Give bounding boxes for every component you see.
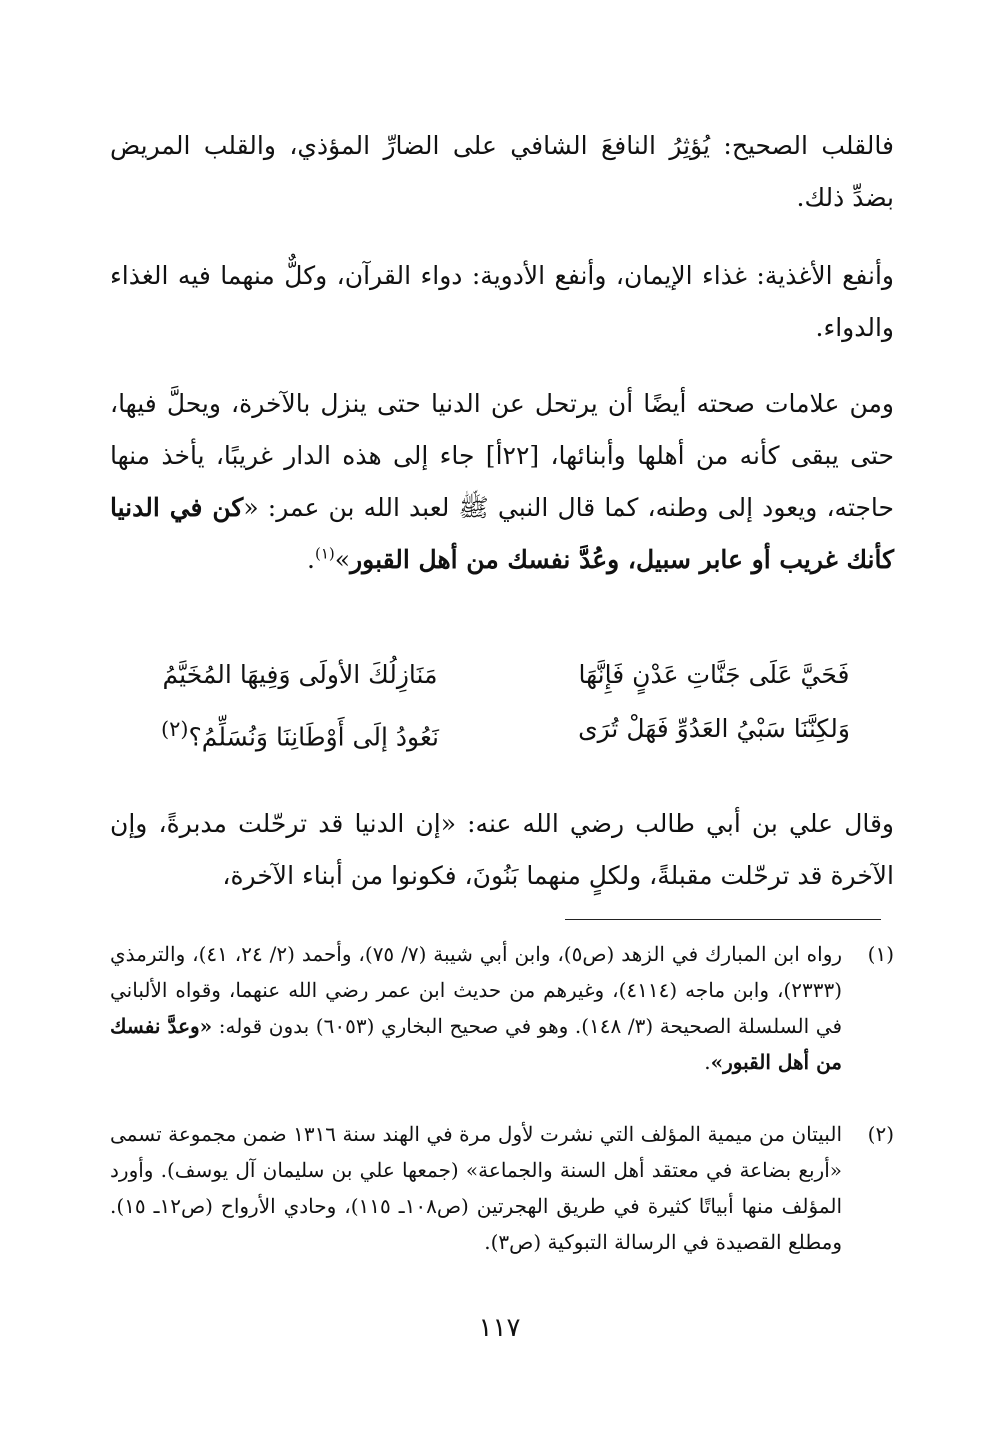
paragraph-sound-heart: فالقلب الصحيح: يُؤثِرُ النافعَ الشافي على الضارِّ المؤذي، والقلب المريض بضدِّ ذلك. <box>110 131 894 212</box>
poem-line <box>110 706 894 752</box>
poem-second-hemistich <box>120 706 480 760</box>
page-number: ١١٧ <box>478 1313 521 1343</box>
paragraph-signs-of-health <box>110 378 894 586</box>
footnote-2 <box>110 1116 894 1260</box>
poem-first-hemistich: وَلكِنَّنَا سَبْيُ العَدُوِّ فَهَلْ تُرَى <box>578 714 850 743</box>
hadith-quote: كن في الدنيا كأنك غريب أو عابر سبيل، وعُدَّ نفسك من أهل القبور <box>110 493 894 574</box>
poem-second-hemistich: مَنَازِلُكَ الأولَى وَفِيهَا المُخَيَّمُ <box>162 660 438 689</box>
poem-line <box>110 652 894 698</box>
poem-first-hemistich: فَحَيَّ عَلَى جَنَّاتِ عَدْنٍ فَإِنَّهَا <box>578 660 850 689</box>
footnote-number: (١) <box>867 942 894 966</box>
paragraph-ali-quote: وقال علي بن أبي طالب رضي الله عنه: «إن الدنيا قد ترحّلت مدبرةً، وإن الآخرة قد ترحّلت مقبلةً، ولكلٍ منهما بَنُونَ، فكونوا من أبناء الآخرة، <box>110 809 894 890</box>
footnote-text: البيتان من ميمية المؤلف التي نشرت لأول مرة في الهند سنة ١٣١٦ ضمن مجموعة تسمى «أربع بضاعة في معتقد أهل السنة والجماعة» (جمعها علي بن سليمان آل يوسف). وأورد المؤلف منها أبياتًا كثيرة في طريق الهجرتين (ص١٠٨ـ ١١٥)، وحادي الأرواح (ص١٢ـ ١٥). ومطلع القصيدة في الرسالة التبوكية (ص٣). <box>110 1122 843 1254</box>
quote-close: » <box>334 545 351 574</box>
footnote-ref-1: (١) <box>315 544 335 563</box>
paragraph-best-nourishment: وأنفع الأغذية: غذاء الإيمان، وأنفع الأدوية: دواء القرآن، وكلٌّ منهما فيه الغذاء والدواء. <box>110 261 894 342</box>
paragraph-text: ومن علامات صحته أيضًا أن يرتحل عن الدنيا حتى ينزل بالآخرة، ويحلَّ فيها، حتى يبقى كأنه من أهلها وأبنائها، [٢٢أ] جاء إلى هذه الدار غريبًا، يأخذ منها حاجته، ويعود إلى وطنه، كما قال النبي ﷺ لعبد الله بن عمر: « <box>110 389 895 522</box>
footnote-1 <box>110 936 894 1080</box>
footnote-separator <box>565 919 881 920</box>
poem-second-hemistich-text: نَعُودُ إلَى أَوْطَانِنَا وَنُسَلِّمُ؟ <box>188 722 439 752</box>
footnote-bold-quote: «وعدَّ نفسك من أهل القبور» <box>110 1014 842 1074</box>
paragraph-end: . <box>307 545 315 574</box>
footnote-number: (٢) <box>867 1122 894 1146</box>
footnote-text: رواه ابن المبارك في الزهد (ص٥)، وابن أبي شيبة (٧/ ٧٥)، وأحمد (٢/ ٢٤، ٤١)، والترمذي (٢٣٣٣)، وابن ماجه (٤١١٤)، وغيرهم من حديث ابن عمر رضي الله عنهما، وقواه الألباني في السلسلة الصحيحة (٣/ ١٤٨). وهو في صحيح البخاري (٦٠٥٣) بدون قوله: «وعدَّ نفسك من أهل القبور». <box>110 942 843 1074</box>
footnote-ref-2: (٢) <box>161 717 189 741</box>
